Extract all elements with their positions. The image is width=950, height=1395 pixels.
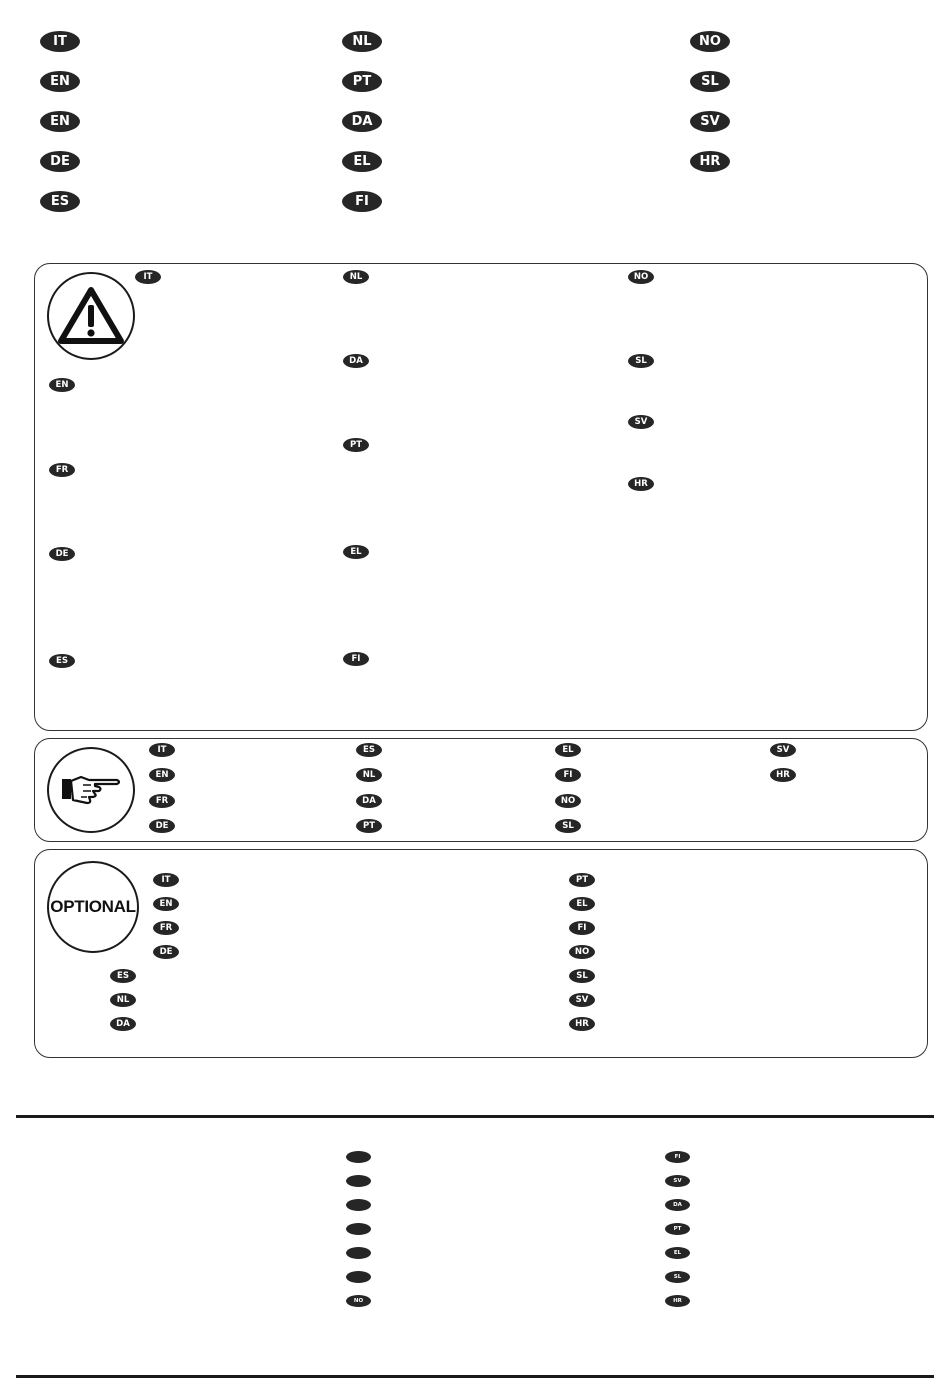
language-badge: EL [569, 897, 595, 911]
language-badge: SV [770, 743, 796, 757]
language-badge: SV [628, 415, 654, 429]
language-badge: NO [569, 945, 595, 959]
language-badge: DA [665, 1199, 690, 1211]
language-badge: HR [569, 1017, 595, 1031]
language-badge [346, 1247, 371, 1259]
language-badge [346, 1223, 371, 1235]
language-badge: EL [665, 1247, 690, 1259]
warning-triangle-icon [56, 285, 126, 347]
language-badge: NL [356, 768, 382, 782]
language-badge [346, 1175, 371, 1187]
language-badge: EL [342, 151, 382, 172]
language-badge: EN [149, 768, 175, 782]
warning-circle [47, 272, 135, 360]
language-badge [346, 1151, 371, 1163]
language-badge: ES [40, 191, 80, 212]
language-badge: PT [342, 71, 382, 92]
language-badge: SL [690, 71, 730, 92]
language-badge: IT [153, 873, 179, 887]
language-badge: PT [356, 819, 382, 833]
language-badge: HR [770, 768, 796, 782]
language-badge: FI [343, 652, 369, 666]
language-badge: NO [690, 31, 730, 52]
language-badge: DE [40, 151, 80, 172]
language-badge: FI [665, 1151, 690, 1163]
language-badge: DA [356, 794, 382, 808]
language-badge: NL [342, 31, 382, 52]
language-badge: DA [110, 1017, 136, 1031]
language-badge: HR [690, 151, 730, 172]
section-divider-top [16, 1115, 934, 1118]
language-badge [346, 1271, 371, 1283]
language-badge: ES [356, 743, 382, 757]
language-badge: PT [343, 438, 369, 452]
language-badge: SL [569, 969, 595, 983]
language-badge: DA [343, 354, 369, 368]
language-badge: FI [555, 768, 581, 782]
language-badge: IT [40, 31, 80, 52]
pointing-hand-icon [59, 770, 123, 810]
language-badge: SL [628, 354, 654, 368]
language-badge: EN [49, 378, 75, 392]
language-badge: FI [342, 191, 382, 212]
language-badge: IT [135, 270, 161, 284]
language-badge [346, 1199, 371, 1211]
language-badge: DE [49, 547, 75, 561]
language-badge: DE [149, 819, 175, 833]
language-badge: NO [555, 794, 581, 808]
language-badge: NO [346, 1295, 371, 1307]
language-badge: SL [665, 1271, 690, 1283]
language-badge: EN [40, 111, 80, 132]
language-badge: DE [153, 945, 179, 959]
language-badge: PT [569, 873, 595, 887]
language-badge: FR [149, 794, 175, 808]
language-badge: NL [110, 993, 136, 1007]
language-badge: SV [690, 111, 730, 132]
language-badge: ES [110, 969, 136, 983]
language-badge: EL [343, 545, 369, 559]
optional-label: OPTIONAL [50, 897, 136, 916]
language-badge: HR [628, 477, 654, 491]
language-badge: SV [665, 1175, 690, 1187]
language-badge: HR [665, 1295, 690, 1307]
language-badge: FR [153, 921, 179, 935]
language-badge: SL [555, 819, 581, 833]
language-badge: IT [149, 743, 175, 757]
language-badge: EN [153, 897, 179, 911]
warning-box [34, 263, 928, 731]
language-badge: FR [49, 463, 75, 477]
language-badge: DA [342, 111, 382, 132]
language-badge: FI [569, 921, 595, 935]
optional-circle [47, 861, 139, 953]
language-badge: PT [665, 1223, 690, 1235]
language-badge: SV [569, 993, 595, 1007]
language-badge: ES [49, 654, 75, 668]
note-circle [47, 747, 135, 833]
language-badge: EN [40, 71, 80, 92]
language-badge: NO [628, 270, 654, 284]
language-badge: EL [555, 743, 581, 757]
language-badge: NL [343, 270, 369, 284]
section-divider-bottom [16, 1375, 934, 1378]
